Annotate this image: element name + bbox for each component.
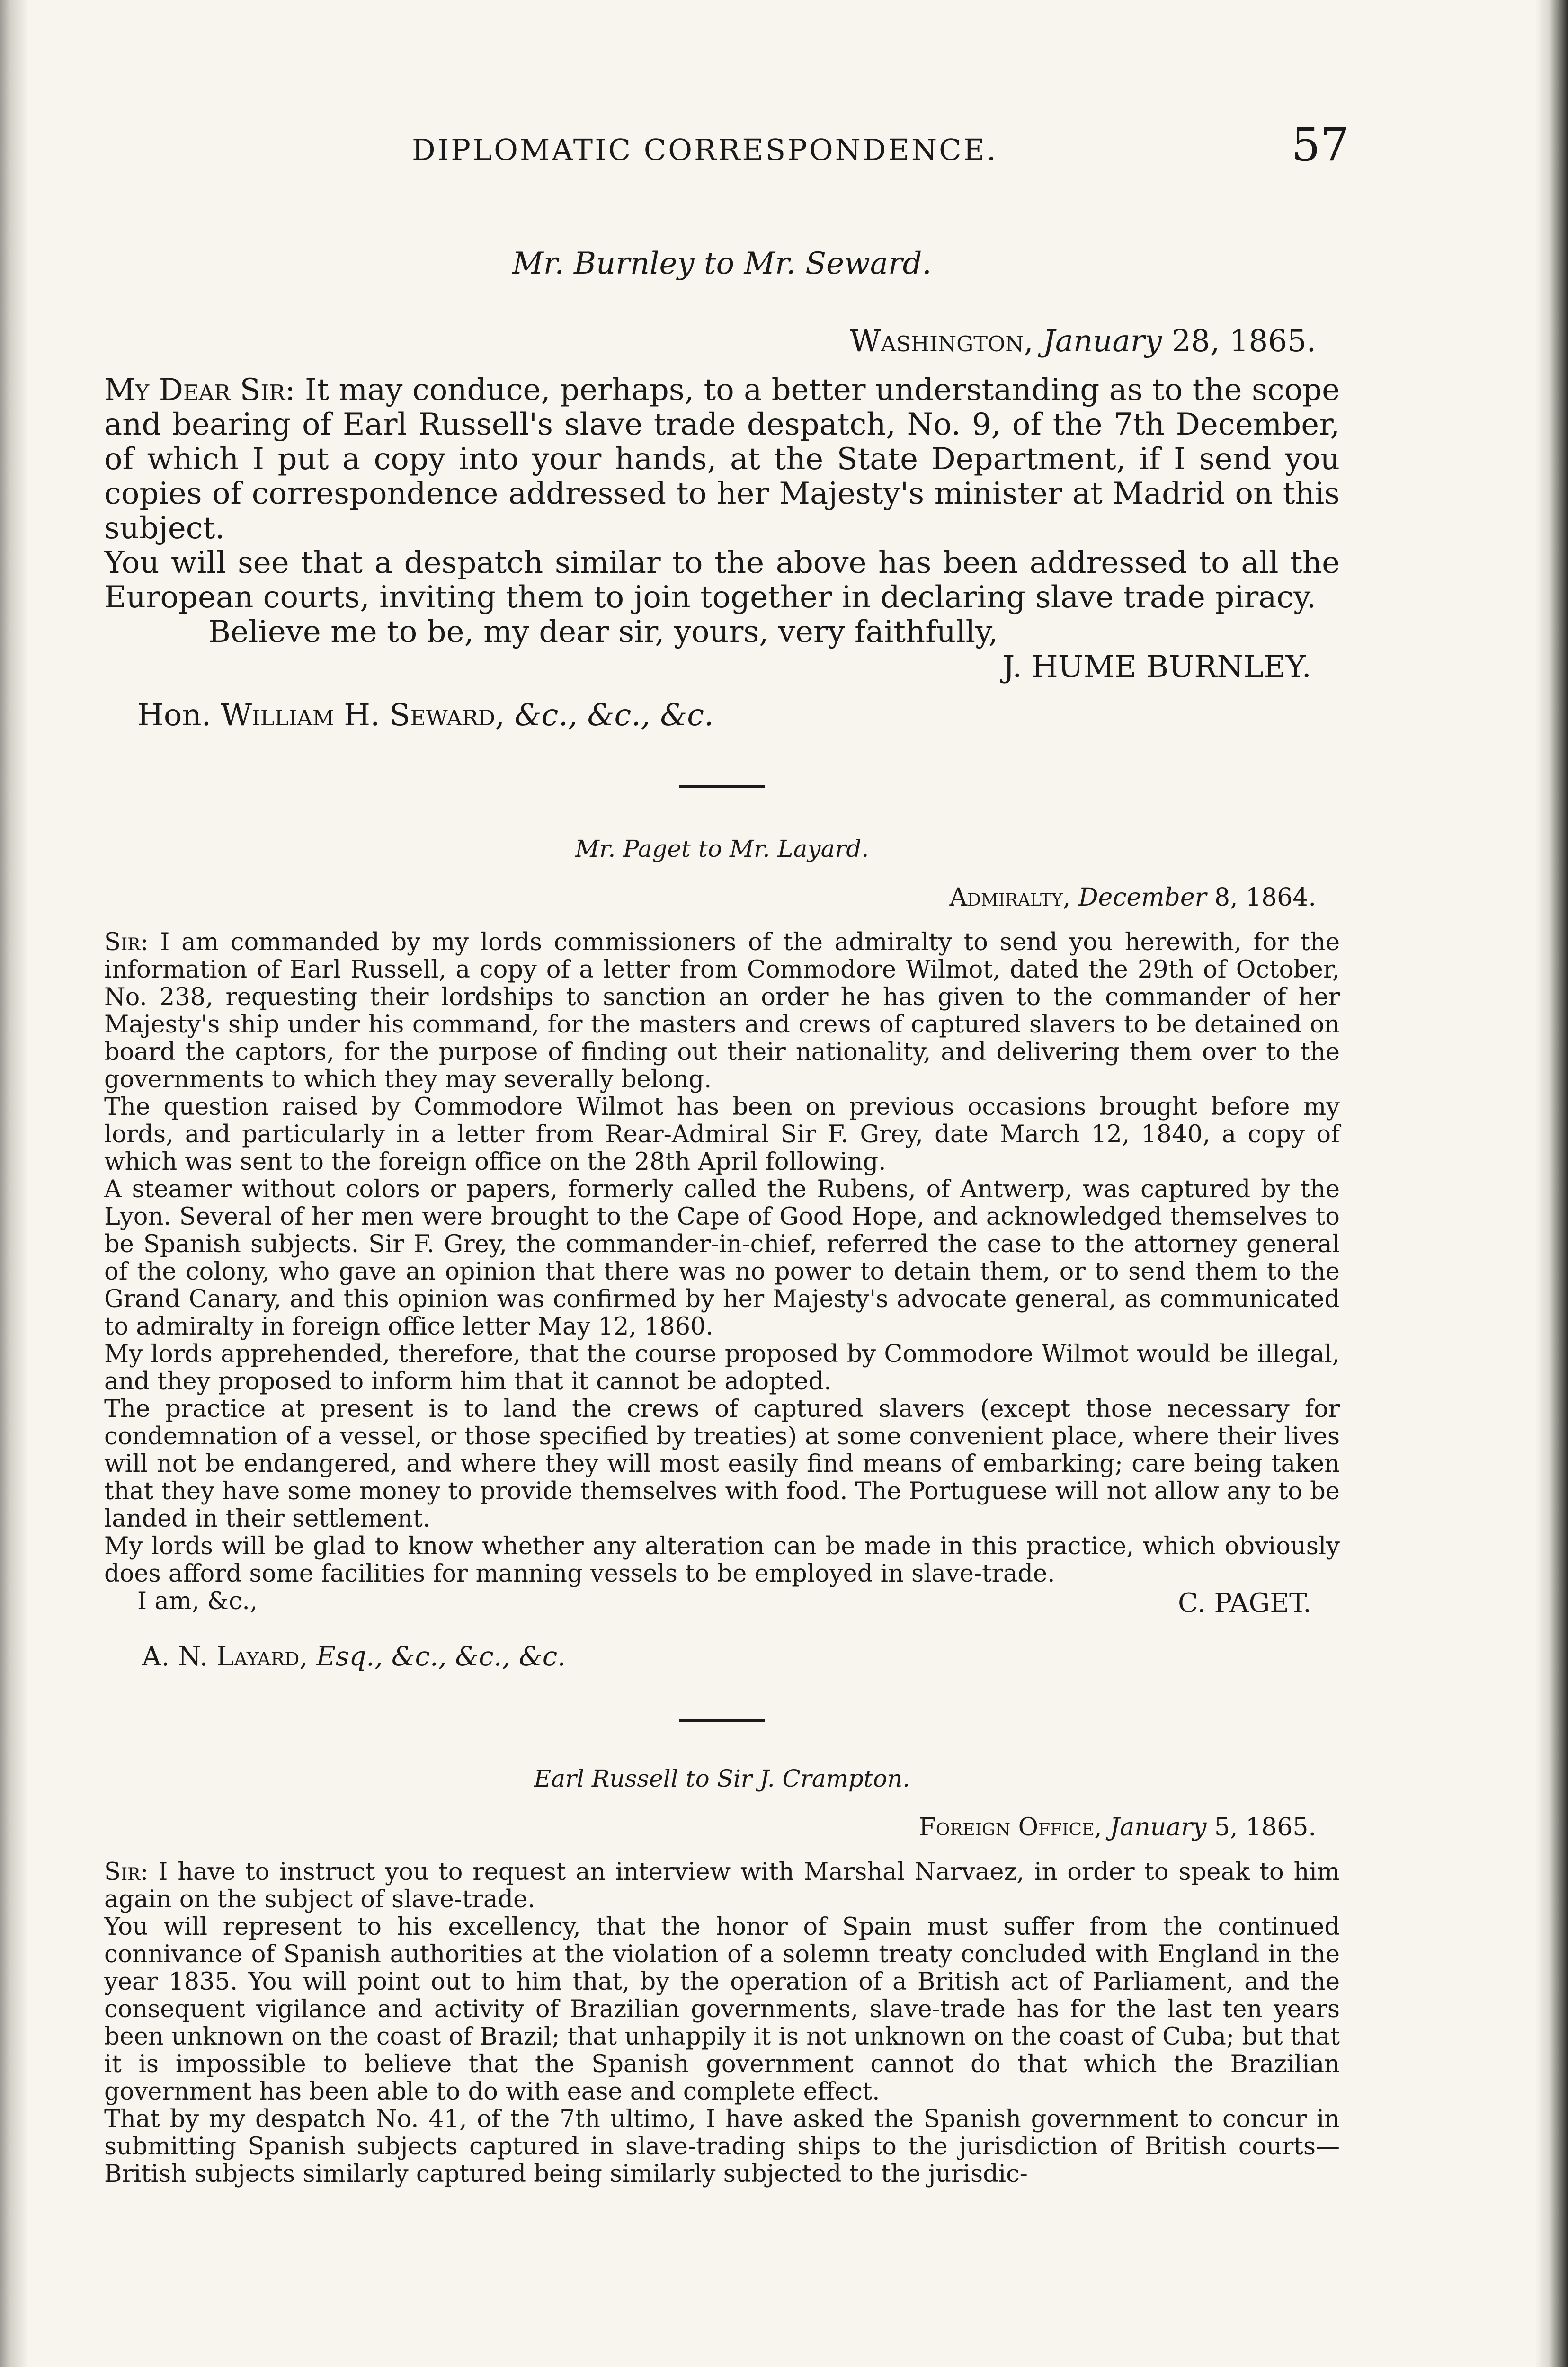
paragraph-text: It may conduce, perhaps, to a better understanding as to the scope and bearing of Earl Russell's slave trade despatch, No. 9, of the 7th December, of which I put a copy into your hands, at the State Department, if I send you copies of correspondence addressed to her Majesty's minister at Madrid on this subject. (104, 373, 1340, 546)
section-divider (679, 785, 765, 788)
addressee (104, 1641, 1340, 1672)
dateline-place: Foreign Office, (918, 1813, 1102, 1842)
document-page (104, 118, 1349, 2188)
paragraph (104, 929, 1340, 1094)
dateline-day-year: 8, 1864. (1206, 883, 1316, 912)
dateline-place: Admiralty, (949, 883, 1071, 912)
letter-burnley-to-seward (104, 246, 1340, 733)
paragraph: A steamer without colors or papers, formerly called the Rubens, of Antwerp, was captured by the Lyon. Several of her men were brought to the Cape of Good Hope, and acknowledged themselves to be Spanish subjects. Sir F. Grey, the commander-in-chief, referred the case to the attorney general of the colony, who gave an opinion that there was no power to detain them, or to send them to the Grand Canary, and this opinion was confirmed by her Majesty's advocate general, as communicated to admiralty in foreign office letter May 12, 1860. (104, 1175, 1340, 1341)
salutation: My Dear Sir: (104, 373, 295, 408)
signature: J. HUME BURNLEY. (1002, 650, 1311, 685)
paragraph (104, 373, 1340, 546)
dateline-month: December (1078, 883, 1207, 912)
letter-heading: Earl Russell to Sir J. Crampton. (534, 1765, 910, 1792)
paragraph: The question raised by Commodore Wilmot has been on previous occasions brought before my lords, and particularly in a letter from Rear-Admiral Sir F. Grey, date March 12, 1840, a copy of which was sent to the foreign office on the 28th April following. (104, 1093, 1340, 1176)
addressee-name: William H. Seward, (221, 698, 505, 733)
paragraph: That by my despatch No. 41, of the 7th ultimo, I have asked the Spanish government to concur in submitting Spanish subjects captured in slave-trading ships to the jurisdiction of British courts—British subjects similarly captured being similarly subjected to the jurisdic- (104, 2105, 1340, 2188)
page-right-edge-binding (1535, 0, 1568, 2367)
letter-body (104, 1859, 1340, 2188)
letter-heading: Mr. Burnley to Mr. Seward. (512, 246, 932, 281)
letter-russell-to-crampton (104, 1765, 1340, 2188)
addressee-etc: Esq., &c., &c., &c. (308, 1641, 566, 1672)
dateline-day-year: 5, 1865. (1206, 1813, 1316, 1842)
complimentary-close: Believe me to be, my dear sir, yours, very faithfully, (208, 614, 998, 650)
running-header (104, 118, 1349, 175)
letter-heading: Mr. Paget to Mr. Layard. (575, 835, 869, 863)
dateline-month: January (1043, 324, 1162, 359)
running-title: DIPLOMATIC CORRESPONDENCE. (412, 133, 998, 167)
paragraph-text: I have to instruct you to request an interview with Marshal Narvaez, in order to speak to him again on the subject of slave-trade. (104, 1858, 1340, 1913)
addressee (104, 698, 1340, 733)
addressee-etc: &c., &c., &c. (505, 698, 714, 733)
section-divider (679, 1719, 765, 1722)
letter-body (104, 373, 1340, 650)
dateline (104, 1813, 1340, 1842)
dateline-place: Washington, (849, 324, 1033, 359)
addressee-name: A. N. Layard, (142, 1641, 308, 1672)
dateline (104, 324, 1340, 359)
paragraph: The practice at present is to land the crews of captured slavers (except those necessary for condemnation of a vessel, or those specified by treaties) at some convenient place, where their lives will not be endangered, and where they will most easily find means of embarking; care being taken that they have some money to provide themselves with food. The Portuguese will not allow any to be landed in their settlement. (104, 1395, 1340, 1533)
dateline-day-year: 28, 1865. (1162, 324, 1316, 359)
complimentary-close: I am, &c., (137, 1587, 258, 1615)
salutation: Sir: (104, 928, 149, 956)
page-number: 57 (1291, 118, 1349, 171)
paragraph: My lords apprehended, therefore, that the course proposed by Commodore Wilmot would be illegal, and they proposed to inform him that it cannot be adopted. (104, 1340, 1340, 1396)
paragraph-text: I am commanded by my lords commissioners of the admiralty to send you herewith, for the information of Earl Russell, a copy of a letter from Commodore Wilmot, dated the 29th of October, No. 238, requesting their lordships to sanction an order he has given to the commander of her Majesty's ship under his command, for the masters and crews of captured slavers to be detained on board the captors, for the purpose of finding out their nationality, and delivering them over to the governments to which they may severally belong. (104, 928, 1340, 1094)
salutation: Sir: (104, 1858, 149, 1886)
page-left-edge-shadow (0, 0, 28, 2367)
paragraph: You will represent to his excellency, that the honor of Spain must suffer from the continued connivance of Spanish authorities at the violation of a solemn treaty concluded with England in the year 1835. You will point out to him that, by the operation of a British act of Parliament, and the consequent vigilance and activity of Brazilian governments, slave-trade has for the last ten years been unknown on the coast of Brazil; that unhappily it is not unknown on the coast of Cuba; but that it is impossible to believe that the Spanish government cannot do that which the Brazilian government has been able to do with ease and complete effect. (104, 1913, 1340, 2106)
dateline-month: January (1110, 1813, 1207, 1842)
dateline (104, 883, 1340, 912)
letter-body (104, 929, 1340, 1615)
paragraph: You will see that a despatch similar to the above has been addressed to all the European courts, inviting them to join together in declaring slave trade piracy. (104, 545, 1340, 615)
paragraph: My lords will be glad to know whether any alteration can be made in this practice, which obviously does afford some facilities for manning vessels to be employed in slave-trade. (104, 1532, 1340, 1588)
signature: C. PAGET. (1178, 1588, 1311, 1619)
paragraph (104, 1859, 1340, 1913)
addressee-prefix: Hon. (137, 698, 221, 733)
letter-paget-to-layard (104, 835, 1340, 1672)
